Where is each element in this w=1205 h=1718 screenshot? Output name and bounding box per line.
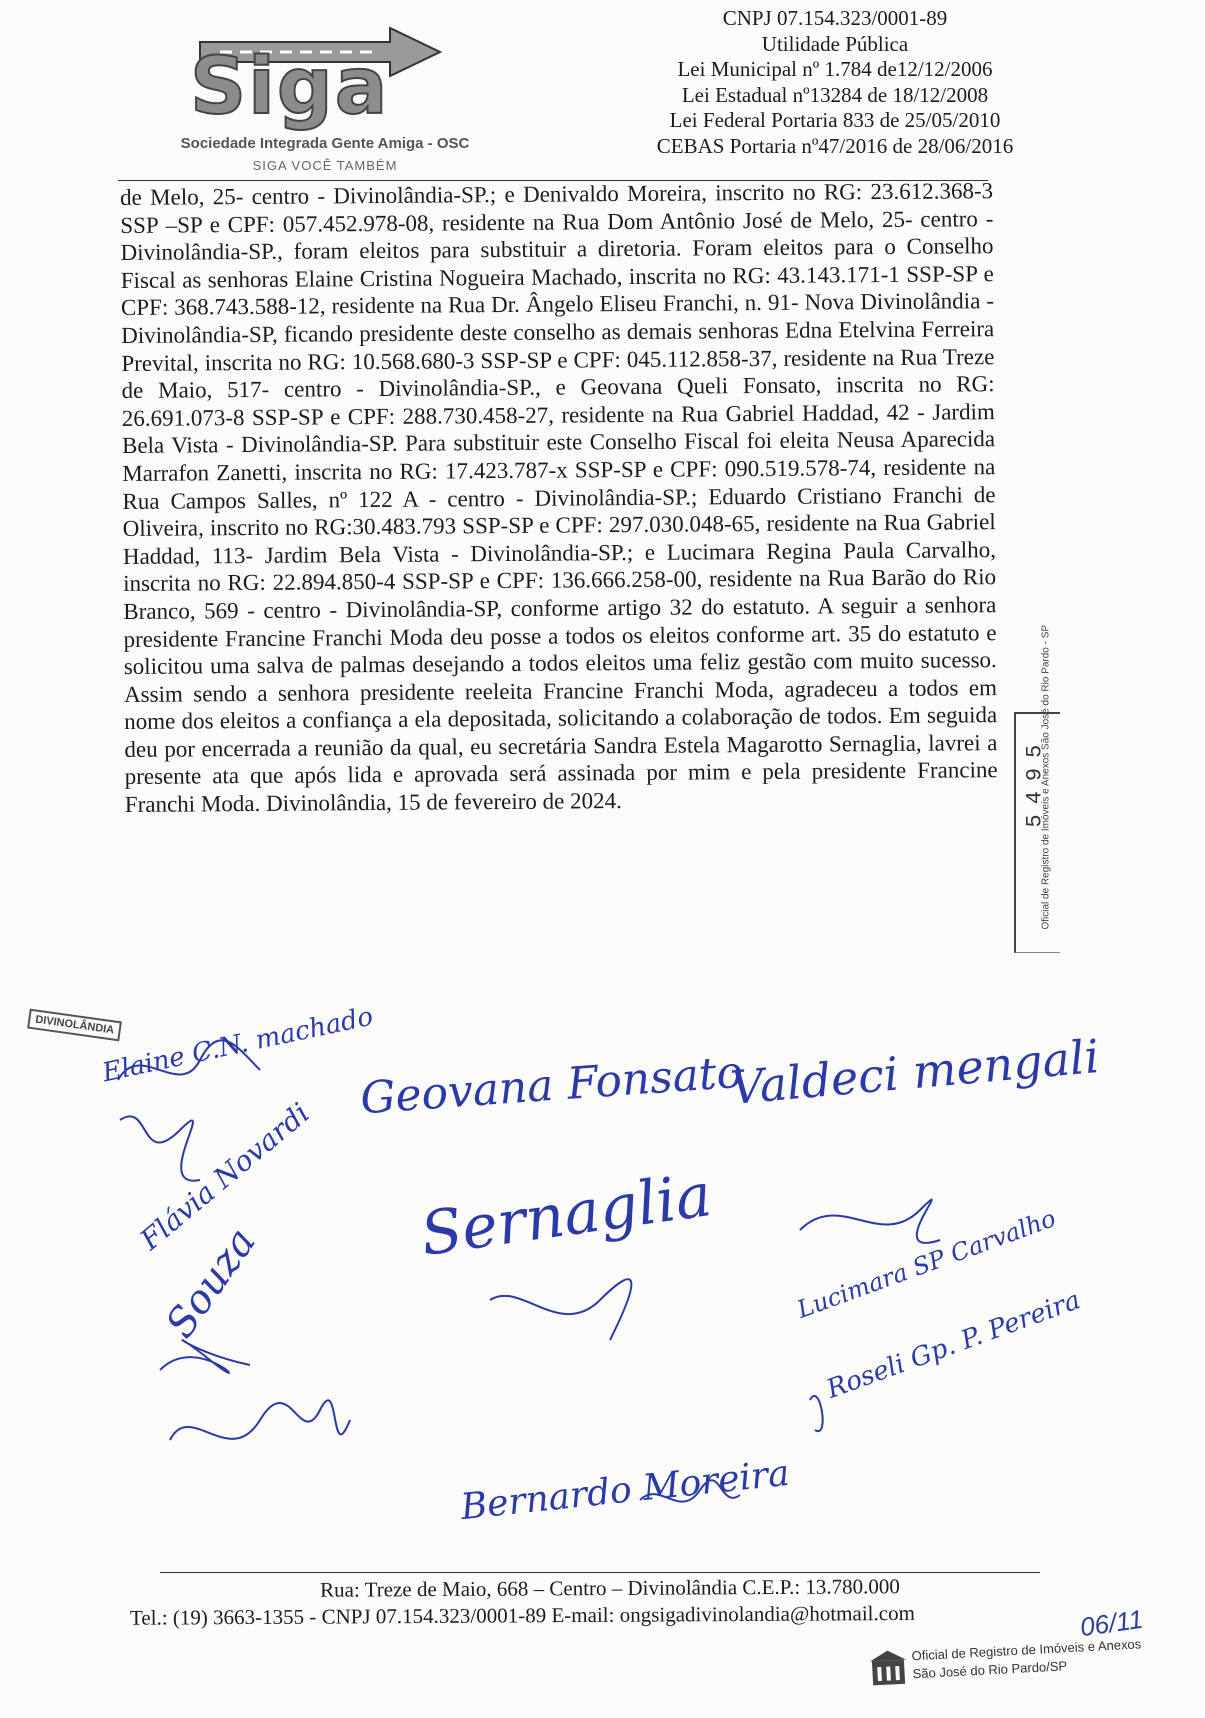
minutes-text: de Melo, 25- centro - Divinolândia-SP.; e Denivaldo Moreira, inscrito no RG: 23.612.368-3 SSP –SP e CPF: 057.452.978-08, residente na Rua Dom Antônio José de Melo, 25- centro - Divinolândia-SP., foram eleitos para substituir a diretoria. Foram eleitos para o Conselho Fiscal as senhoras Elaine Cristina Nogueira Machado, inscrita no RG: 43.143.171-1 SSP-SP e CPF: 368.743.588-12, residente na Rua Dr. Ângelo Eliseu Franchi, n. 91- Nova Divinolândia - Divinolândia-SP, ficando presidente deste conselho as demais senhoras Edna Etelvina Ferreira Prevital, inscrita no RG: 10.568.680-3 SSP-SP e CPF: 045.112.858-37, residente na Rua Treze de Maio, 517- centro - Divinolândia-SP., e Geovana Queli Fonsato, inscrita no RG: 26.691.073-8 SSP-SP e CPF: 288.730.458-27, residente na Rua Gabriel Haddad, 42 - Jardim Bela Vista - Divinolândia-SP. Para substituir este Conselho Fiscal foi eleita Neusa Aparecida Marrafon Zanetti, inscrita no RG: 17.423.787-x SSP-SP e CPF: 090.519.578-74, residente na Rua Campos Salles, nº 122 A - centro - Divinolândia-SP.; Eduardo Cristiano Franchi de Oliveira, inscrito no RG:30.483.793 SSP-SP e CPF: 297.030.048-65, residente na Rua Gabriel Haddad, 113- Jardim Bela Vista - Divinolândia-SP.; e Lucimara Regina Paula Carvalho, inscrita no RG: 22.894.850-4 SSP-SP e CPF: 136.666.258-00, residente na Rua Barão do Rio Branco, 569 - centro - Divinolândia-SP, conforme artigo 32 do estatuto. A seguir a senhora presidente Francine Franchi Moda deu posse a todos os eleitos conforme art. 35 do estatuto e solicitou uma salva de palmas desejando a todos eleitos uma feliz gestão com muito sucesso. Assim sendo a senhora presidente reeleita Francine Franchi Moda, agradeceu a todos em nome dos eleitos a confiança a ela depositada, solicitando a colaboração de todos. Em seguida deu por encerrada a reunião da qual, eu secretária Sandra Estela Magarotto Sernaglia, lavrei a presente ata que após lida e aprovada será assinada por mim e pela presidente Francine Franchi Moda. Divinolândia, 15 de fevereiro de 2024. bbox=[120, 178, 998, 818]
bottom-stamp-line-2: São José do Rio Pardo/SP bbox=[912, 1658, 1068, 1682]
header-utilidade: Utilidade Pública bbox=[761, 31, 909, 56]
signature: Souza bbox=[157, 1219, 265, 1347]
divinolandia-stamp: DIVINOLÂNDIA bbox=[27, 1009, 122, 1042]
bottom-stamp-line-1: Oficial de Registro de Imóveis e Anexos bbox=[911, 1636, 1142, 1664]
signature: Valdeci mengali bbox=[728, 1028, 1102, 1116]
side-stamp-text: Oficial de Registro de Imóveis e Anexos São José do Rio Pardo - SP bbox=[1040, 624, 1052, 930]
header-lei-estadual: Lei Estadual nº13284 de 18/12/2008 bbox=[681, 82, 989, 107]
signature: Roseli Gp. P. Pereira bbox=[822, 1285, 1085, 1405]
footer-contact: Tel.: (19) 3663-1355 - CNPJ 07.154.323/0001-89 E-mail: ongsigadivinolandia@hotmail.com bbox=[129, 1600, 915, 1630]
signature: Sernaglia bbox=[416, 1160, 716, 1270]
building-icon bbox=[867, 1650, 909, 1688]
footer-divider bbox=[160, 1572, 1040, 1573]
logo-word: Siga bbox=[190, 42, 390, 132]
bottom-stamp-number: 06/11 bbox=[1078, 1603, 1145, 1643]
signature: Bernardo Moreira bbox=[458, 1452, 792, 1529]
header-cebas: CEBAS Portaria nº47/2016 de 28/06/2016 bbox=[656, 133, 1014, 158]
siga-logo bbox=[150, 20, 490, 173]
footer-address: Rua: Treze de Maio, 668 – Centro – Divinolândia C.E.P.: 13.780.000 bbox=[320, 1574, 900, 1602]
signature: Flávia Novardi bbox=[133, 1096, 316, 1257]
signature: Elaine C.N. machado bbox=[99, 1001, 376, 1089]
registry-bottom-stamp bbox=[911, 1633, 1193, 1684]
logo-tagline: Sociedade Integrada Gente Amiga - OSC bbox=[180, 135, 470, 152]
header-lei-municipal: Lei Municipal nº 1.784 de12/12/2006 bbox=[677, 57, 993, 82]
header-lei-federal: Lei Federal Portaria 833 de 25/05/2010 bbox=[669, 108, 1001, 133]
side-stamp-number: 5495 bbox=[1022, 734, 1048, 828]
header-info bbox=[600, 6, 1070, 160]
logo-slogan: SIGA VOCÊ TAMBÉM bbox=[252, 158, 398, 173]
signature: Lucimara SP Carvalho bbox=[793, 1204, 1060, 1324]
header-cnpj: CNPJ 07.154.323/0001-89 bbox=[722, 6, 948, 30]
signature: Geovana Fonsato bbox=[358, 1046, 745, 1125]
